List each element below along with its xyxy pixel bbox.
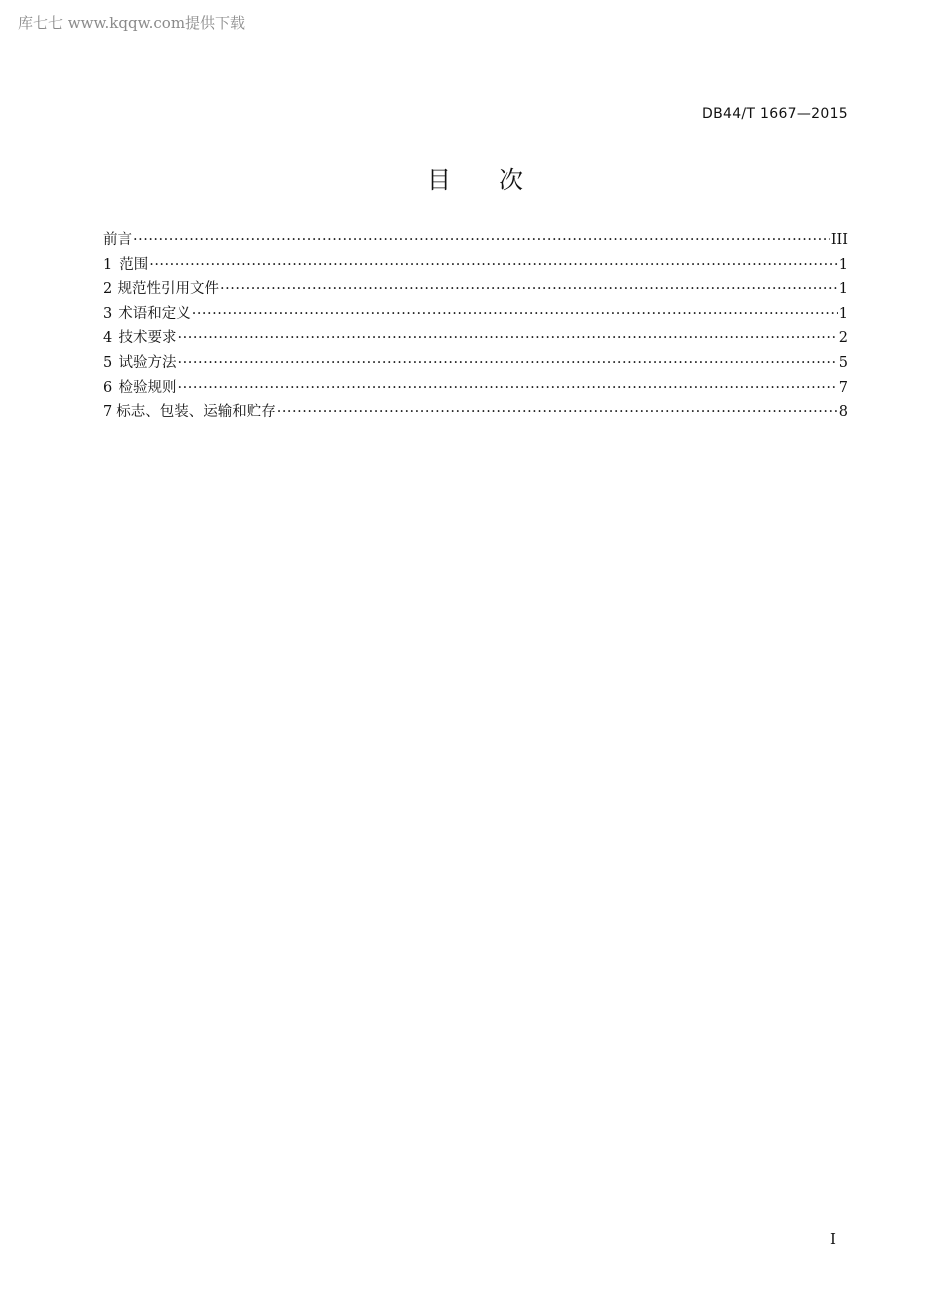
toc-entry-label: 试验方法 [118,354,177,371]
toc-entry-page: 5 [838,354,848,371]
toc-entry-number: 3 [103,305,113,322]
toc-entry-number: 7 [103,404,113,421]
toc-entry-number: 6 [103,379,113,396]
page-number: I [830,1230,836,1248]
toc-entry-label: 规范性引用文件 [117,281,220,298]
toc-entry-page: 1 [838,256,848,273]
toc-entry-number: 4 [103,330,113,347]
toc-entry-page: 1 [838,305,848,322]
toc-dot-leader [178,326,838,351]
toc-entry-foreword[interactable] [103,228,848,253]
toc-entry-page: III [830,232,848,248]
toc-dot-leader [192,302,838,327]
toc-entry-inspection-rules[interactable] [103,376,848,401]
toc-dot-leader [133,228,830,253]
toc-title: 目次 [427,166,571,194]
toc-entry-page: 8 [838,404,848,421]
toc-entry-number: 5 [103,354,113,371]
toc-entry-normative-references[interactable] [103,277,848,302]
toc-entry-technical-requirements[interactable] [103,326,848,351]
toc-dot-leader [220,277,838,302]
toc-entry-number: 1 [103,256,113,273]
toc-dot-leader [178,351,838,376]
toc-entry-page: 2 [838,330,848,347]
toc-entry-label: 前言 [103,232,132,248]
toc-entry-label: 检验规则 [118,379,177,396]
toc-entry-label: 标志、包装、运输和贮存 [116,404,276,421]
toc-entry-label: 技术要求 [118,330,177,347]
toc-entry-page: 1 [838,281,848,298]
toc-dot-leader [277,400,838,425]
toc-entry-marking-packaging[interactable] [103,400,848,425]
toc-entry-label: 术语和定义 [118,305,191,322]
toc-dot-leader [149,253,838,278]
toc-entry-page: 7 [838,379,848,396]
table-of-contents [103,228,848,425]
document-code: DB44/T 1667—2015 [702,106,848,122]
toc-entry-terms-definitions[interactable] [103,302,848,327]
toc-entry-number: 2 [103,281,113,298]
toc-entry-label: 范围 [119,256,149,273]
watermark-text: 库七七 www.kqqw.com提供下载 [18,14,246,32]
toc-dot-leader [178,376,838,401]
toc-entry-test-methods[interactable] [103,351,848,376]
toc-entry-scope[interactable] [103,253,848,278]
